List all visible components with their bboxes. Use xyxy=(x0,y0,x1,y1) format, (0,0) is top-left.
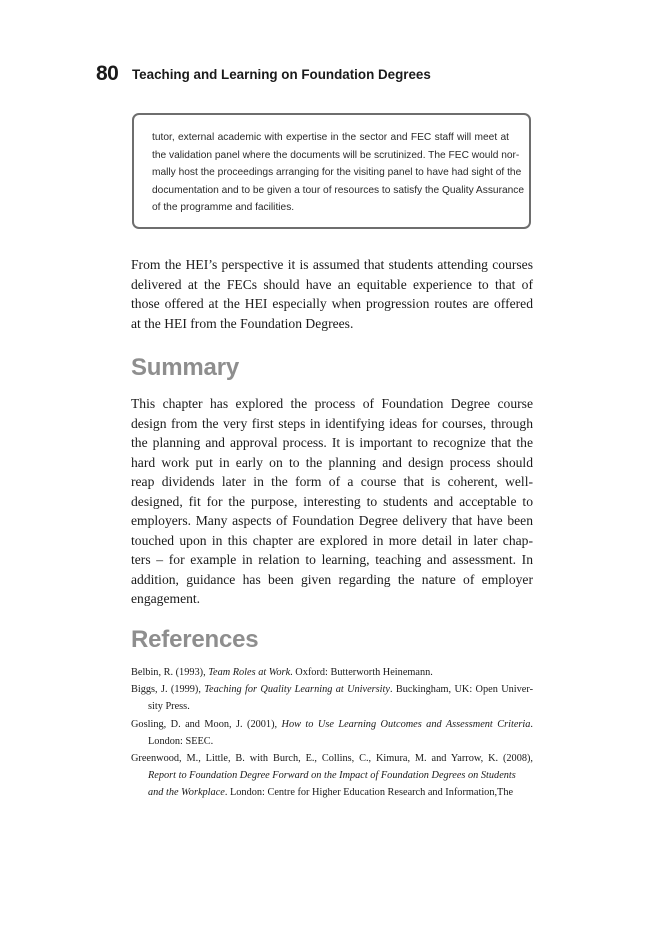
reference-title: Team Roles at Work xyxy=(208,667,291,678)
paragraph-line: the planning and approval process. It is important to recognize that the xyxy=(131,435,533,450)
reference-text: London: SEEC. xyxy=(148,735,214,747)
references-heading: References xyxy=(131,626,259,653)
reference-list xyxy=(131,664,533,802)
page-number: 80 xyxy=(96,62,119,85)
reference-text: sity Press. xyxy=(148,701,190,713)
box-line: tutor, external academic with expertise in the sector and FEC staff will meet at xyxy=(152,132,509,143)
reference-line xyxy=(131,698,533,715)
reference-title: Report to Foundation Degree Forward on the Impact of Foundation Degrees on Students xyxy=(148,770,516,782)
reference-line xyxy=(131,664,533,681)
paragraph-line: hard work put in early on to the planning and design process should xyxy=(131,454,533,470)
paragraph-line: designed, fit for the purpose, interesting to students and acceptable to xyxy=(131,493,533,509)
reference-text: . xyxy=(530,718,533,730)
paragraph-line: those offered at the HEI especially when progression routes are offered xyxy=(131,296,533,311)
reference-text: . Oxford: Butterworth Heinemann. xyxy=(290,667,433,678)
reference-title: and the Workplace xyxy=(148,787,225,799)
reference-line xyxy=(131,681,533,698)
paragraph-line: From the HEI’s perspective it is assumed that students attending courses xyxy=(131,257,533,272)
summary-heading: Summary xyxy=(131,354,239,381)
paragraph-line: addition, guidance has been given regarding the nature of employer xyxy=(131,571,533,587)
paragraph-line: design from the very first steps in identifying ideas for courses, through xyxy=(131,415,533,431)
reference-line xyxy=(131,767,533,784)
paragraph-line: engagement. xyxy=(131,591,201,606)
reference-title: How to Use Learning Outcomes and Assessment Criteria xyxy=(281,718,531,730)
box-line: mally host the proceedings arranging for the visiting panel to have had sight of the xyxy=(152,167,522,178)
reference-line xyxy=(131,784,533,801)
reference-text: . London: Centre for Higher Education Research and Information,The xyxy=(224,787,514,799)
case-study-box xyxy=(132,113,531,229)
reference-text: Biggs, J. (1999), xyxy=(131,684,205,696)
reference-title: Teaching for Quality Learning at University xyxy=(204,684,390,696)
paragraph-line: delivered at the FECs should have an equitable experience to that of xyxy=(131,276,533,292)
paragraph-line: at the HEI from the Foundation Degrees. xyxy=(131,315,354,331)
box-line: documentation and to be given a tour of resources to satisfy the Quality Assurance xyxy=(152,184,525,196)
body-paragraph xyxy=(131,255,533,333)
summary-paragraph xyxy=(131,394,533,609)
reference-text: Greenwood, M., Little, B. with Burch, E., Collins, C., Kimura, M. and Yarrow, K. (2008), xyxy=(131,752,533,764)
reference-text: . Buckingham, UK: Open Univer- xyxy=(389,684,534,696)
box-line: the validation panel where the documents will be scrutinized. The FEC would nor- xyxy=(152,149,520,161)
reference-line xyxy=(131,750,533,767)
running-header xyxy=(96,62,536,90)
running-title: Teaching and Learning on Foundation Degrees xyxy=(132,67,431,82)
box-line: of the programme and facilities. xyxy=(152,202,295,213)
paragraph-line: touched upon in this chapter are explored in more detail in later chap- xyxy=(131,532,533,548)
paragraph-line: employers. Many aspects of Foundation Degree delivery that have been xyxy=(131,513,533,528)
paragraph-line: This chapter has explored the process of Foundation Degree course xyxy=(131,396,533,411)
reference-text: Belbin, R. (1993), xyxy=(131,667,209,678)
reference-line xyxy=(131,716,533,733)
paragraph-line: ters – for example in relation to learning, teaching and assessment. In xyxy=(131,552,533,567)
paragraph-line: reap dividends later in the form of a course that is coherent, well- xyxy=(131,474,533,489)
reference-line xyxy=(131,733,533,750)
reference-text: Gosling, D. and Moon, J. (2001), xyxy=(131,718,282,730)
